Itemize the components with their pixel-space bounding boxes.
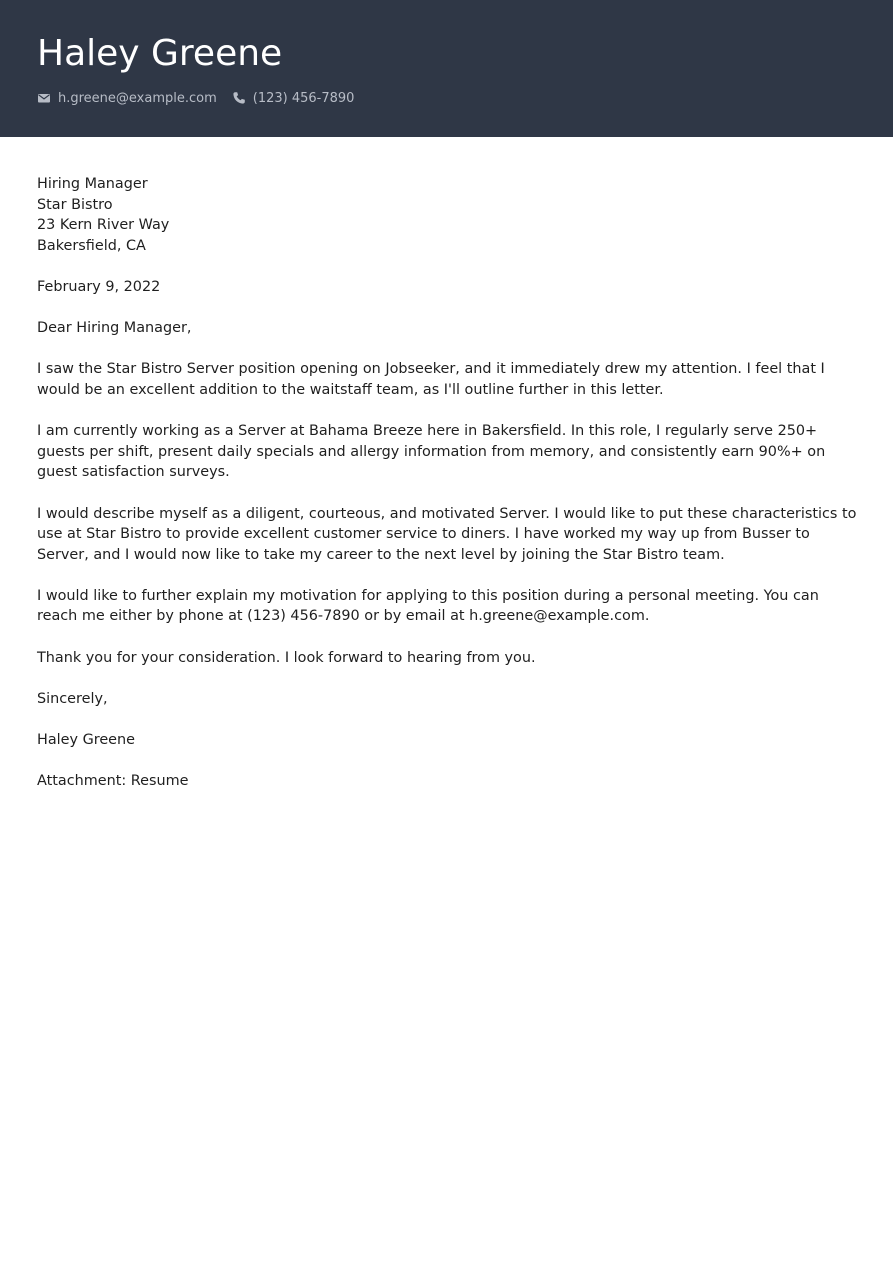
signature: Haley Greene: [37, 732, 136, 749]
paragraph-qualities: I would describe myself as a diligent, courteous, and motivated Server. I would like to put these characteristics to use at Star Bistro to provide excellent customer service to diners. I have worked my way up from Busser to Server, and I would now like to take my career to the next level by joining the Star Bistro team.: [37, 505, 857, 563]
phone-text[interactable]: (123) 456-7890: [252, 90, 355, 106]
applicant-name: Haley Greene: [37, 33, 283, 74]
recipient-address: [37, 174, 857, 256]
recipient-street: 23 Kern River Way: [37, 217, 170, 234]
paragraph-experience: I am currently working as a Server at Bahama Breeze here in Bakersfield. In this role, I regularly serve 250+ guests per shift, present daily specials and allergy information from memory, and consistently earn 90%+ on guest satisfaction surveys.: [37, 423, 826, 481]
salutation: Dear Hiring Manager,: [37, 320, 192, 337]
paragraph-thanks: Thank you for your consideration. I look forward to hearing from you.: [37, 649, 536, 666]
attachment-note: Attachment: Resume: [37, 773, 189, 790]
email-contact: [37, 91, 217, 106]
recipient-title: Hiring Manager: [37, 176, 148, 192]
letter-date: February 9, 2022: [37, 278, 161, 295]
paragraph-intro: I saw the Star Bistro Server position opening on Jobseeker, and it immediately drew my attention. I feel that I would be an excellent addition to the waitstaff team, as I'll outline further in this letter.: [37, 361, 825, 398]
phone-contact: [232, 91, 355, 106]
letter-header: [0, 0, 893, 137]
recipient-company: Star Bistro: [37, 196, 113, 213]
contact-info: [37, 88, 354, 108]
closing: Sincerely,: [37, 690, 108, 707]
phone-icon: [232, 91, 246, 105]
recipient-city: Bakersfield, CA: [37, 237, 146, 254]
envelope-icon: [37, 91, 51, 105]
letter-body: [37, 174, 857, 812]
email-text[interactable]: h.greene@example.com: [58, 90, 217, 106]
paragraph-meeting: I would like to further explain my motivation for applying to this position during a personal meeting. You can reach me either by phone at (123) 456-7890 or by email at h.greene@example.com.: [37, 587, 819, 625]
